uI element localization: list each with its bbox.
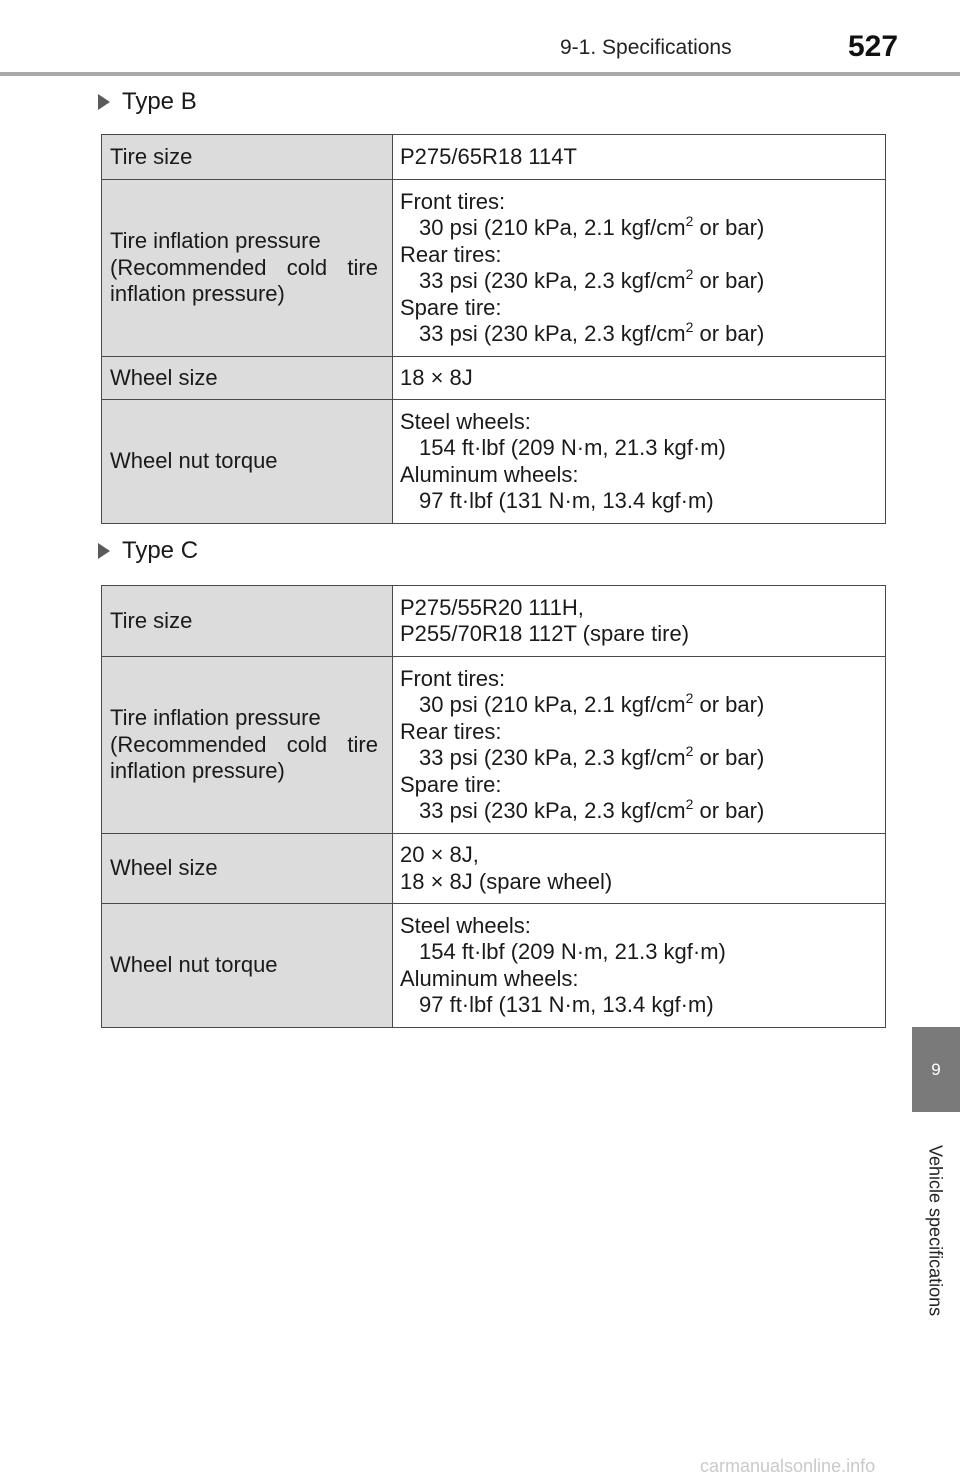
- wheel-size-value: 20 × 8J, 18 × 8J (spare wheel): [393, 834, 886, 904]
- wheel-nut-torque-value: [393, 904, 886, 1028]
- tire-pressure-value: [393, 657, 886, 834]
- front-tires-label: Front tires:: [400, 188, 506, 214]
- table-row: [102, 657, 886, 834]
- wheel-size-value: 18 × 8J: [393, 357, 886, 400]
- type-c-spec-table: [101, 585, 886, 1028]
- spare-tire-label: Spare tire:: [400, 294, 502, 320]
- tire-pressure-label-line2: (Recommended cold tire inflation pressure): [110, 254, 378, 307]
- table-row: [102, 904, 886, 1028]
- front-tires-label: Front tires:: [400, 665, 506, 691]
- wheel-size-label: Wheel size: [102, 357, 393, 400]
- spare-tire-value: 33 psi (230 kPa, 2.3 kgf/$cm^2$ or bar): [419, 319, 765, 346]
- steel-wheels-label: Steel wheels:: [400, 408, 531, 434]
- tire-pressure-value: [393, 180, 886, 357]
- wheel-size-label: Wheel size: [102, 834, 393, 904]
- type-b-spec-table: [101, 134, 886, 524]
- type-c-label: Type C: [122, 537, 199, 564]
- table-row: [102, 400, 886, 524]
- tire-pressure-label-line1: Tire inflation pressure: [110, 228, 321, 254]
- aluminum-wheels-label: Aluminum wheels:: [400, 461, 579, 487]
- tire-size-value: P275/55R20 111H, P255/70R18 112T (spare tire): [393, 586, 886, 657]
- aluminum-wheels-label: Aluminum wheels:: [400, 965, 579, 991]
- tire-size-value: P275/65R18 114T: [393, 135, 886, 180]
- rear-tires-label: Rear tires:: [400, 718, 502, 744]
- table-row: [102, 357, 886, 400]
- tire-pressure-label: [102, 657, 393, 834]
- chapter-number: 9: [931, 1059, 941, 1079]
- spare-tire-label: Spare tire:: [400, 771, 502, 797]
- page-number: 527: [848, 30, 899, 63]
- tire-pressure-label: [102, 180, 393, 357]
- triangle-bullet-icon: [98, 94, 110, 110]
- steel-wheels-label: Steel wheels:: [400, 912, 531, 938]
- type-b-heading: [98, 88, 197, 116]
- chapter-title: Vehicle specifications: [925, 1144, 946, 1317]
- tire-size-label: Tire size: [102, 135, 393, 180]
- table-row: [102, 834, 886, 904]
- front-tires-value: 30 psi (210 kPa, 2.1 kgf/$cm^2$ or bar): [419, 690, 765, 717]
- tire-size-label: Tire size: [102, 586, 393, 657]
- rear-tires-label: Rear tires:: [400, 241, 502, 267]
- table-row: [102, 180, 886, 357]
- steel-wheels-value: 154 ft·lbf (209 N·m, 21.3 kgf·m): [419, 435, 726, 460]
- wheel-nut-torque-label: Wheel nut torque: [102, 904, 393, 1028]
- type-c-heading: [98, 537, 198, 565]
- aluminum-wheels-value: 97 ft·lbf (131 N·m, 13.4 kgf·m): [419, 488, 714, 513]
- wheel-nut-torque-value: [393, 400, 886, 524]
- aluminum-wheels-value: 97 ft·lbf (131 N·m, 13.4 kgf·m): [419, 992, 714, 1017]
- table-row: [102, 586, 886, 657]
- chapter-tab: [912, 1027, 960, 1112]
- spare-tire-value: 33 psi (230 kPa, 2.3 kgf/$cm^2$ or bar): [419, 796, 765, 823]
- rear-tires-value: 33 psi (230 kPa, 2.3 kgf/$cm^2$ or bar): [419, 266, 765, 293]
- tire-pressure-label-line1: Tire inflation pressure: [110, 705, 321, 731]
- tire-pressure-label-line2: (Recommended cold tire inflation pressure): [110, 731, 378, 784]
- rear-tires-value: 33 psi (230 kPa, 2.3 kgf/$cm^2$ or bar): [419, 743, 765, 770]
- section-title: 9-1. Specifications: [560, 36, 732, 59]
- watermark: carmanualsonline.info: [700, 1456, 876, 1476]
- type-b-label: Type B: [122, 88, 197, 115]
- front-tires-value: 30 psi (210 kPa, 2.1 kgf/$cm^2$ or bar): [419, 213, 765, 240]
- header-divider: [0, 72, 960, 76]
- wheel-nut-torque-label: Wheel nut torque: [102, 400, 393, 524]
- table-row: [102, 135, 886, 180]
- triangle-bullet-icon: [98, 543, 110, 559]
- steel-wheels-value: 154 ft·lbf (209 N·m, 21.3 kgf·m): [419, 939, 726, 964]
